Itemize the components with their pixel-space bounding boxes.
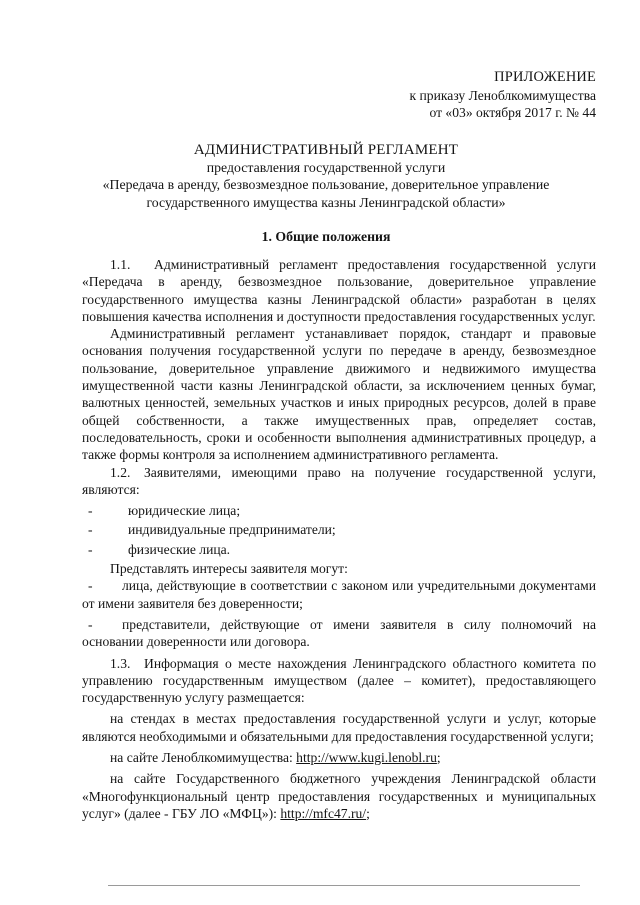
paragraph-1-3 xyxy=(82,655,596,707)
document-title-block xyxy=(56,142,596,211)
list-item-text: индивидуальные предприниматели; xyxy=(128,522,336,538)
list-item xyxy=(82,616,596,651)
site-suffix: ; xyxy=(436,750,441,766)
paragraph-stands: на стендах в местах предоставления государственной услуги и услуг, которые являются необходимыми и обязательными для предоставления государственной услуги; xyxy=(82,711,596,744)
title-line-4: государственного имущества казны Ленинградской области» xyxy=(146,194,506,210)
clause-number: 1.3. xyxy=(110,655,131,671)
list-item-text: представители, действующие от имени заявителя в силу полномочий на основании доверенности или договора. xyxy=(82,616,596,650)
title-line-3: «Передача в аренду, безвозмездное пользование, доверительное управление xyxy=(102,177,550,193)
list-item xyxy=(82,541,596,558)
section-body xyxy=(82,256,596,822)
list-item xyxy=(82,502,596,519)
site-prefix: на сайте Государственного бюджетного учреждения Ленинградской области «Многофункциональный центр предоставления государственных и муниципальных услуг» (далее - ГБУ ЛО «МФЦ»): xyxy=(82,771,596,821)
section-heading: 1. Общие положения xyxy=(261,229,391,244)
paragraph-1-1 xyxy=(82,256,596,325)
appendix-header xyxy=(410,69,596,122)
list-dash: - xyxy=(88,578,93,594)
list-item xyxy=(82,577,596,612)
paragraph-mfc-site xyxy=(82,770,596,822)
paragraph-1-2 xyxy=(82,464,596,499)
paragraph-representatives: Представлять интересы заявителя могут: xyxy=(110,561,348,577)
list-dash: - xyxy=(88,522,93,538)
list-item-text: лица, действующие в соответствии с законом или учредительными документами от имени заявителя без доверенности; xyxy=(82,578,596,611)
clause-number: 1.2. xyxy=(110,464,131,480)
paragraph-kugi-site xyxy=(82,749,596,766)
clause-text: Информация о месте нахождения Ленинградского областного комитета по управлению государственным имуществом (далее – комитет), предоставляющего государственную услугу размещается: xyxy=(82,655,596,706)
footer-divider xyxy=(108,885,580,886)
list-item-text: юридические лица; xyxy=(128,503,241,519)
list-dash: - xyxy=(88,541,93,557)
list-dash: - xyxy=(88,503,93,519)
list-dash: - xyxy=(88,616,93,632)
mfc-site-link[interactable]: http://mfc47.ru/ xyxy=(280,805,367,821)
clause-number: 1.1. xyxy=(110,257,131,272)
appendix-label: ПРИЛОЖЕНИЕ xyxy=(494,69,596,85)
kugi-site-link[interactable]: http://www.kugi.lenobl.ru xyxy=(296,750,437,766)
clause-text: Административный регламент предоставления государственной услуги «Передача в аренду, безвозмездное пользование, доверительное управление государственного имущества казны Ленинградской области» разработан в целях повышения качества исполнения и доступности предоставления государственных услуг. xyxy=(82,257,596,324)
title-line-2: предоставления государственной услуги xyxy=(206,160,446,176)
paragraph-scope: Административный регламент устанавливает порядок, стандарт и правовые основания получения государственной услуги по передаче в аренду, безвозмездное пользование, доверительное управление движимого и недвижимого имущества имущественной части казны Ленинградской области, за исключением ценных бумаг, валютных ценностей, земельных участков и иных природных ресурсов, долей в праве общей собственности, а также имущественных прав, определяет состав, последовательность, сроки и особенности выполнения административных процедур, а также формы контроля за исполнением административного регламента. xyxy=(82,326,596,463)
site-prefix: на сайте Леноблкомимущества: xyxy=(110,750,297,766)
document-title: АДМИНИСТРАТИВНЫЙ РЕГЛАМЕНТ xyxy=(193,142,459,158)
list-item-text: физические лица. xyxy=(128,541,231,557)
order-reference: к приказу Леноблкомимущества xyxy=(409,87,596,103)
site-suffix: ; xyxy=(366,805,370,821)
clause-text: Заявителями, имеющими право на получение государственной услуги, являются: xyxy=(82,464,596,497)
order-date: от «03» октября 2017 г. № 44 xyxy=(429,105,596,120)
list-item xyxy=(82,521,596,538)
